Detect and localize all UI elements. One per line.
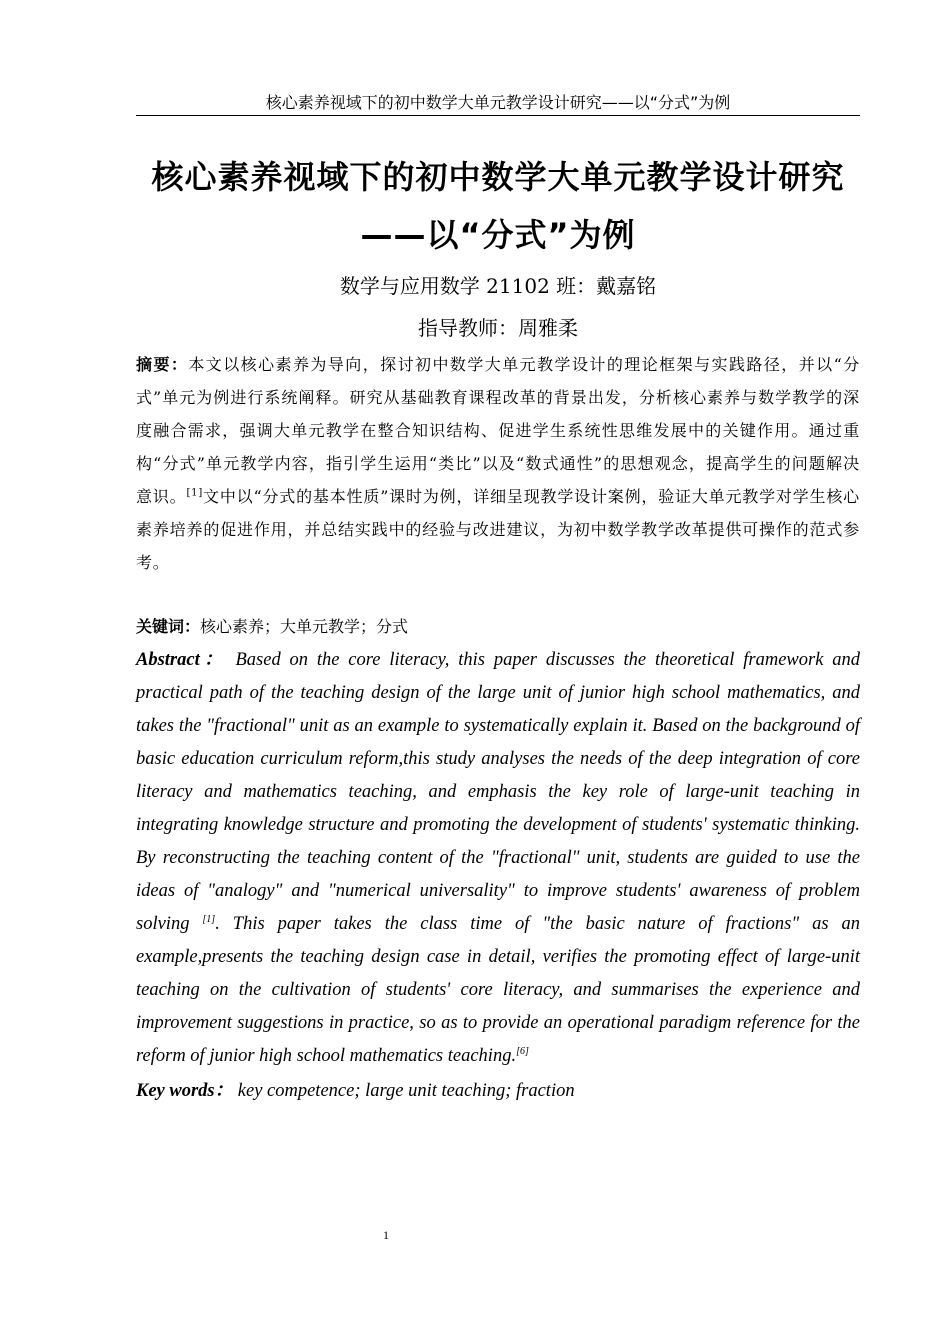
abstract-cn-citation: [1] — [186, 487, 204, 499]
author-line: 数学与应用数学 21102 班：戴嘉铭 — [339, 274, 657, 298]
abstract-cn-label: 摘要： — [136, 355, 189, 374]
abstract-en — [136, 644, 860, 1073]
abstract-en-text-part1: Based on the core literacy, this paper discusses the theoretical framework and practical path of the teaching design of the large unit of junior high school mathematics, and takes the "fractional" unit as an example to systematically explain it. Based on the background of basic education curriculum reform,this study analyses the needs of the deep integration of core literacy and mathematics teaching, and emphasis the key role of large-unit teaching in integrating knowledge structure and promoting the development of students' systematic thinking. By reconstructing the teaching content of the "fractional" unit, students are guided to use the ideas of "analogy" and "numerical universality" to improve students' awareness of problem solving — [136, 650, 860, 934]
abstract-en-citation-1: [1] — [202, 913, 216, 925]
keywords-en-text: key competence; large unit teaching; fraction — [237, 1081, 575, 1101]
abstract-cn — [136, 348, 860, 579]
keywords-cn — [136, 612, 860, 642]
keywords-en-label: Key words： — [136, 1081, 234, 1101]
advisor-line: 指导教师：周雅柔 — [418, 316, 578, 340]
abstract-en-citation-2: [6] — [516, 1045, 529, 1057]
abstract-en-text-part2: . This paper takes the class time of "the basic nature of fractions" as an example,presents the teaching design case in detail, verifies the promoting effect of large-unit teaching on the cultivation of students' core literacy, and summarises the experience and improvement suggestions in practice, so as to provide an operational paradigm reference for the reform of junior high school mathematics teaching. — [136, 914, 860, 1066]
keywords-en — [136, 1076, 860, 1106]
paper-title: 核心素养视域下的初中数学大单元教学设计研究——以“分式”为例 — [151, 158, 845, 254]
abstract-en-label: Abstract： — [136, 650, 227, 670]
abstract-cn-text-part2: 文中以“分式的基本性质”课时为例，详细呈现教学设计案例，验证大单元教学对学生核心素养培养的促进作用，并总结实践中的经验与改进建议，为初中数学教学改革提供可操作的范式参考。 — [136, 487, 860, 572]
page-number: 1 — [383, 1228, 389, 1242]
running-header — [136, 92, 860, 116]
keywords-cn-text: 核心素养；大单元教学；分式 — [200, 617, 409, 636]
keywords-cn-label: 关键词： — [136, 617, 201, 636]
running-header-title: 核心素养视域下的初中数学大单元教学设计研究——以“分式”为例 — [265, 93, 731, 112]
abstract-cn-text-part1: 本文以核心素养为导向，探讨初中数学大单元教学设计的理论框架与实践路径，并以“分式”单元为例进行系统阐释。研究从基础教育课程改革的背景出发，分析核心素养与数学教学的深度融合需求，强调大单元教学在整合知识结构、促进学生系统性思维发展中的关键作用。通过重构“分式”单元教学内容，指引学生运用“类比”以及“数式通性”的思想观念，提高学生的问题解决意识。 — [136, 355, 860, 506]
